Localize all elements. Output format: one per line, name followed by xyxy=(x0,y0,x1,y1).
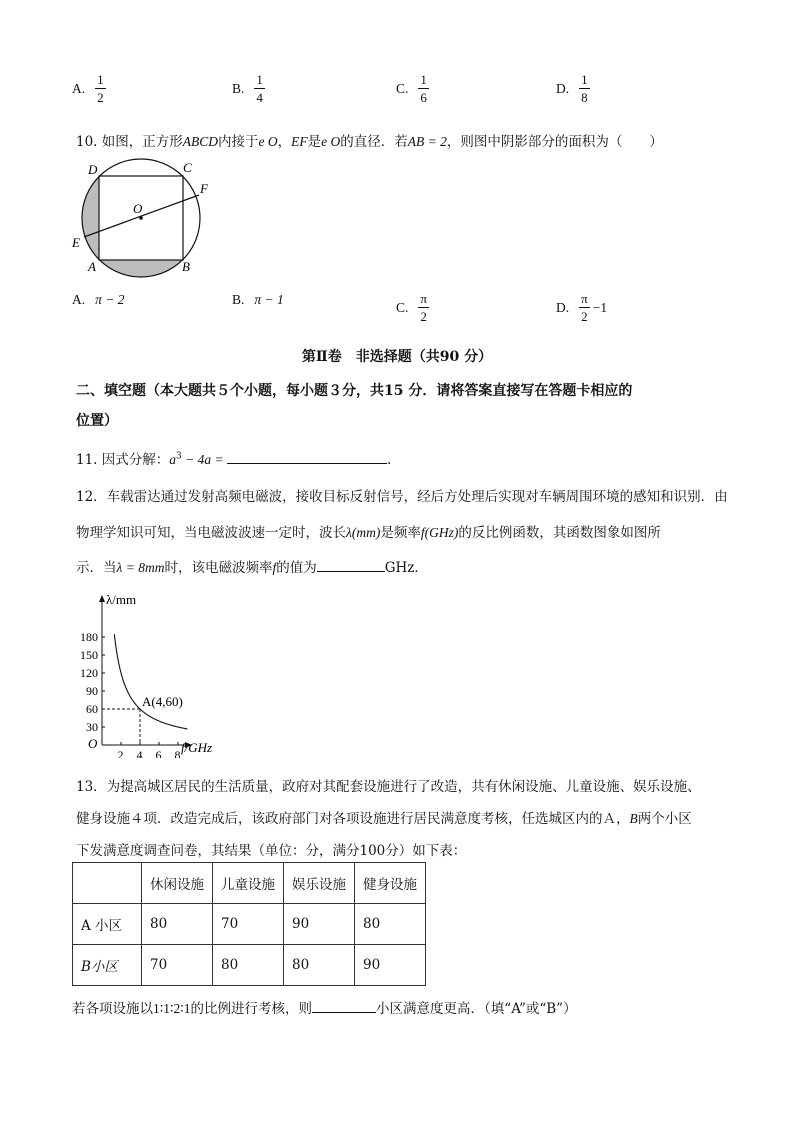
table-cell: 90 xyxy=(284,904,355,945)
math-expr: − 4a = xyxy=(181,452,227,467)
q10-text: 的直径．若 xyxy=(340,134,408,150)
fill-heading-line2: 位置） xyxy=(76,413,118,429)
table-cell: 80 xyxy=(213,945,284,986)
option-suffix: −1 xyxy=(592,299,608,315)
option-d[interactable] xyxy=(556,73,590,104)
fraction xyxy=(579,73,590,104)
table-header-cell: 休闲设施 xyxy=(142,863,213,904)
label-d: D xyxy=(88,162,98,177)
question-number: 10. xyxy=(76,134,98,150)
label-b: B xyxy=(182,259,190,274)
q12-text: 时，该电磁波频率 xyxy=(164,560,273,576)
fraction-denominator: 2 xyxy=(420,309,427,324)
table-header-row xyxy=(73,863,426,904)
q11 xyxy=(76,448,391,468)
math-exponent: 3 xyxy=(176,451,182,462)
fill-heading-line1: 二、填空题（本大题共５个小题，每小题３分，共15 分．请将答案直接写在答题卡相应的 xyxy=(76,383,633,399)
option-a[interactable] xyxy=(72,73,106,104)
q13-last-line xyxy=(72,997,577,1017)
option-b[interactable] xyxy=(232,292,284,308)
option-label: D. xyxy=(556,299,570,315)
q13-text: 若各项设施以 xyxy=(72,1001,153,1017)
label-o: O xyxy=(133,201,143,216)
q10-stem xyxy=(76,130,663,150)
option-value: π − 2 xyxy=(95,292,125,307)
inverse-proportion-chart xyxy=(66,588,236,758)
fraction-numerator: 1 xyxy=(256,72,263,87)
q11-end: . xyxy=(387,452,392,468)
table-header-cell: 健身设施 xyxy=(355,863,426,904)
answer-blank[interactable] xyxy=(312,1012,376,1013)
question-number: 11. xyxy=(76,452,98,468)
y-tick-label: 120 xyxy=(80,666,98,680)
fraction xyxy=(95,73,106,104)
q12-text: 示．当 xyxy=(76,560,117,576)
y-tick-label: 60 xyxy=(86,702,98,716)
option-label: B. xyxy=(232,292,245,307)
q12-line3 xyxy=(76,556,428,576)
math-circle-o: e O xyxy=(258,134,278,149)
q12-line2 xyxy=(76,521,661,541)
label-a: A xyxy=(88,259,96,274)
fraction-numerator: π xyxy=(581,291,588,306)
answer-blank[interactable] xyxy=(317,571,385,572)
option-label: D. xyxy=(556,80,570,96)
label-f: F xyxy=(200,181,208,196)
table-cell: 90 xyxy=(355,945,426,986)
table-header-cell: 儿童设施 xyxy=(213,863,284,904)
table-header-cell xyxy=(73,863,142,904)
q13-text: 小区满意度更高．（填“A”或“B”） xyxy=(376,1001,577,1017)
origin-label: O xyxy=(88,736,98,751)
math-circle-o: e O xyxy=(321,134,341,149)
fraction-numerator: 1 xyxy=(581,72,588,87)
table-cell: 70 xyxy=(213,904,284,945)
option-d[interactable] xyxy=(556,292,607,323)
math-abcd: ABCD xyxy=(182,134,219,149)
table-cell: 70 xyxy=(142,945,213,986)
table-cell: 80 xyxy=(142,904,213,945)
math-f: f xyxy=(272,560,277,575)
option-c[interactable] xyxy=(396,73,429,104)
q13-text: 两个小区 xyxy=(637,811,692,827)
x-axis-label: f/GHz xyxy=(181,740,213,755)
option-b[interactable] xyxy=(232,73,265,104)
q10-text: ， xyxy=(277,134,292,150)
x-tick-label: 8 xyxy=(174,748,181,758)
q10-circle-figure xyxy=(68,155,228,290)
option-label: C. xyxy=(396,299,409,315)
fraction xyxy=(579,292,590,323)
fraction-denominator: 4 xyxy=(256,90,263,105)
option-label: A. xyxy=(72,292,86,307)
satisfaction-table xyxy=(72,862,426,986)
table-cell: 80 xyxy=(284,945,355,986)
option-label: C. xyxy=(396,80,409,96)
x-tick-label: 2 xyxy=(117,748,124,758)
q12-text: 是频率 xyxy=(380,525,421,541)
table-cell: 80 xyxy=(355,904,426,945)
math-f: f(GHz) xyxy=(420,525,459,540)
y-tick-label: 180 xyxy=(80,630,98,644)
fraction-denominator: 8 xyxy=(581,90,588,105)
option-a[interactable] xyxy=(72,292,125,308)
table-row-label: A 小区 xyxy=(73,904,142,945)
function-curve xyxy=(114,634,187,729)
fraction-numerator: π xyxy=(420,291,427,306)
math-var-a: a xyxy=(169,452,177,467)
x-tick-label: 4 xyxy=(136,748,143,758)
q13-text: 健身设施４项．改造完成后，该政府部门对各项设施进行居民满意度考核，任选城区内的Ａ， xyxy=(76,811,630,827)
table-header-cell: 娱乐设施 xyxy=(284,863,355,904)
y-tick-label: 90 xyxy=(86,684,98,698)
q10-text: 是 xyxy=(307,134,322,150)
math-ratio: 1∶1∶2∶1 xyxy=(153,1001,191,1016)
x-tick-label: 6 xyxy=(155,748,162,758)
q12-text: 的值为 xyxy=(276,560,317,576)
q10-text: ，则图中阴影部分的面积为（ ） xyxy=(446,134,663,150)
q12-line1: 12．车载雷达通过发射高频电磁波，接收目标反射信号，经后方处理后实现对车辆周围环境的感知和识别．由 xyxy=(76,489,728,505)
option-label: A. xyxy=(72,80,86,96)
section-title: 第Ⅱ卷 非选择题（共90 分） xyxy=(301,349,493,365)
q13-text: 的比例进行考核，则 xyxy=(190,1001,313,1017)
center-point xyxy=(139,216,143,220)
math-ef: EF xyxy=(291,134,308,149)
math-ab-eq: AB = 2 xyxy=(407,134,447,149)
y-tick-label: 30 xyxy=(86,720,98,734)
q10-text: 内接于 xyxy=(218,134,259,150)
fraction-numerator: 1 xyxy=(97,72,104,87)
option-label: B. xyxy=(232,80,245,96)
fraction xyxy=(418,73,429,104)
table-row xyxy=(73,945,426,986)
fraction xyxy=(254,73,265,104)
math-b: B xyxy=(629,811,638,826)
q10-text: 如图，正方形 xyxy=(101,134,183,150)
math-lambda-eq: λ = 8mm xyxy=(116,560,165,575)
option-c[interactable] xyxy=(396,292,429,323)
fraction-denominator: 2 xyxy=(581,309,588,324)
fraction-denominator: 6 xyxy=(420,90,427,105)
q12-text: 物理学知识可知，当电磁波波速一定时，波长 xyxy=(76,525,346,541)
fraction xyxy=(418,292,429,323)
option-value: π − 1 xyxy=(254,292,284,307)
math-lambda: λ(mm) xyxy=(346,525,381,540)
fraction-denominator: 2 xyxy=(97,90,104,105)
q12-text: 的反比例函数，其函数图象如图所 xyxy=(458,525,661,541)
q13-line1: 13．为提高城区居民的生活质量，政府对其配套设施进行了改造，共有休闲设施、儿童设施、娱乐设施、 xyxy=(76,779,701,795)
q11-text: 因式分解： xyxy=(101,452,170,468)
q13-line2 xyxy=(76,807,692,827)
point-a-label: A(4,60) xyxy=(142,694,183,709)
fraction-numerator: 1 xyxy=(420,72,427,87)
y-axis-label: λ/mm xyxy=(106,592,137,607)
label-e: E xyxy=(72,235,80,250)
label-c: C xyxy=(183,160,192,175)
q13-line3: 下发满意度调查问卷，其结果（单位：分，满分100分）如下表： xyxy=(76,843,467,859)
table-row-label: B小区 xyxy=(73,945,142,986)
answer-blank[interactable] xyxy=(227,463,387,464)
table-row xyxy=(73,904,426,945)
y-axis-arrow xyxy=(99,595,105,602)
y-tick-label: 150 xyxy=(80,648,98,662)
q12-text: GHz． xyxy=(384,560,428,576)
